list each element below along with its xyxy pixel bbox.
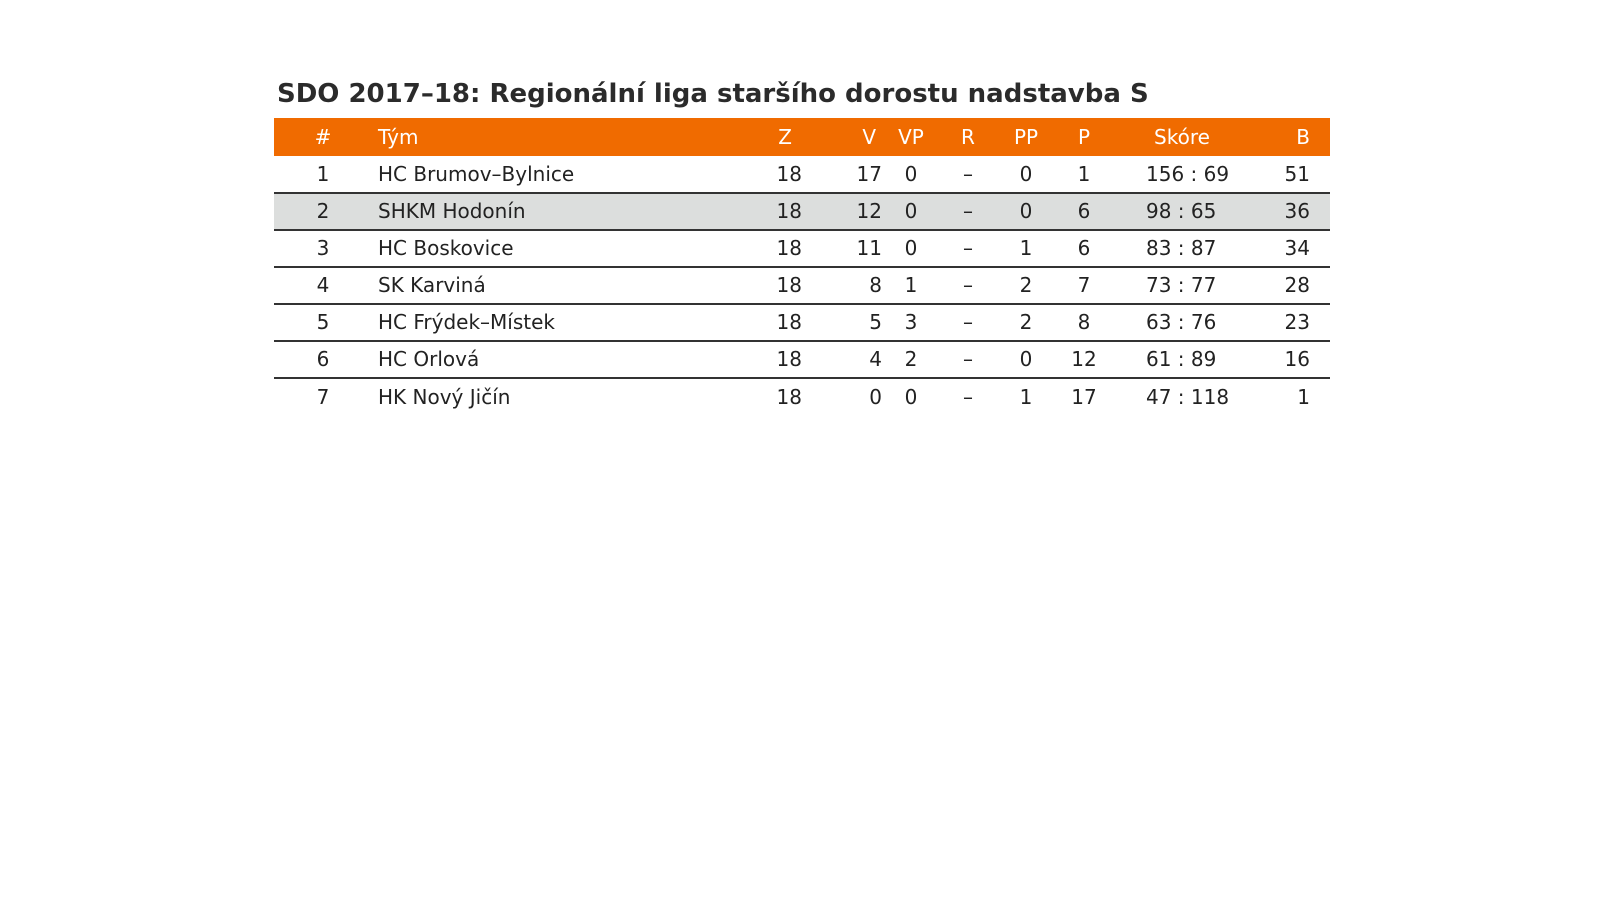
cell-score: 61 : 89	[1112, 341, 1252, 378]
standings-table	[274, 118, 1330, 415]
table-header-row	[274, 118, 1330, 156]
cell-vp: 0	[904, 384, 918, 409]
cell-z: 18	[702, 341, 802, 378]
cell-b: 28	[1252, 267, 1330, 304]
table-row	[274, 156, 1330, 193]
col-header-b: B	[1296, 125, 1310, 149]
cell-pp: 0	[996, 156, 1056, 193]
cell-rank: 7	[316, 384, 330, 409]
table-title: SDO 2017–18: Regionální liga staršího dorostu nadstavba S	[277, 79, 1149, 109]
cell-v: 17	[802, 156, 882, 193]
cell-rank: 4	[274, 267, 372, 304]
cell-rank: 3	[274, 230, 372, 267]
cell-p: 6	[1056, 230, 1112, 267]
cell-z: 18	[702, 193, 802, 230]
cell-vp: 0	[882, 230, 940, 267]
cell-v: 0	[869, 384, 882, 409]
cell-v: 4	[802, 341, 882, 378]
cell-p: 7	[1056, 267, 1112, 304]
cell-b: 23	[1252, 304, 1330, 341]
cell-p: 8	[1056, 304, 1112, 341]
cell-team: SK Karviná	[372, 267, 702, 304]
cell-r: –	[963, 384, 973, 409]
col-header-team: Tým	[378, 125, 419, 149]
col-header-v: V	[862, 125, 876, 149]
table-row	[274, 230, 1330, 267]
col-header-pp: PP	[1013, 125, 1039, 149]
standings-panel	[274, 78, 1330, 415]
cell-score: 156 : 69	[1112, 156, 1252, 193]
cell-vp: 0	[882, 156, 940, 193]
col-header-z: Z	[778, 125, 792, 149]
cell-pp: 1	[996, 230, 1056, 267]
table-row	[274, 267, 1330, 304]
cell-v: 11	[802, 230, 882, 267]
cell-team: HC Boskovice	[372, 230, 702, 267]
cell-b: 36	[1252, 193, 1330, 230]
cell-z: 18	[702, 156, 802, 193]
col-header-p: P	[1077, 125, 1091, 149]
cell-r: –	[940, 304, 996, 341]
cell-team: HC Brumov–Bylnice	[372, 156, 702, 193]
cell-r: –	[940, 267, 996, 304]
cell-pp: 0	[996, 193, 1056, 230]
cell-pp: 0	[996, 341, 1056, 378]
cell-r: –	[940, 193, 996, 230]
cell-v: 5	[802, 304, 882, 341]
cell-team: HC Frýdek–Místek	[372, 304, 702, 341]
cell-rank: 1	[274, 156, 372, 193]
cell-v: 12	[802, 193, 882, 230]
cell-r: –	[940, 341, 996, 378]
cell-rank: 5	[274, 304, 372, 341]
table-row	[274, 193, 1330, 230]
cell-vp: 1	[882, 267, 940, 304]
cell-z: 18	[702, 267, 802, 304]
cell-p: 17	[1071, 384, 1097, 409]
cell-p: 12	[1056, 341, 1112, 378]
cell-team: SHKM Hodonín	[372, 193, 702, 230]
cell-z: 18	[776, 384, 802, 409]
cell-z: 18	[702, 230, 802, 267]
cell-pp: 2	[996, 267, 1056, 304]
col-header-rank: #	[314, 125, 332, 149]
cell-b: 16	[1252, 341, 1330, 378]
cell-team: HK Nový Jičín	[378, 384, 511, 409]
cell-team: HC Orlová	[372, 341, 702, 378]
cell-score: 73 : 77	[1112, 267, 1252, 304]
cell-r: –	[940, 156, 996, 193]
cell-vp: 3	[882, 304, 940, 341]
table-row	[274, 304, 1330, 341]
cell-p: 1	[1056, 156, 1112, 193]
col-header-r: R	[961, 125, 975, 149]
cell-score: 83 : 87	[1112, 230, 1252, 267]
cell-rank: 6	[274, 341, 372, 378]
table-row	[274, 378, 1330, 415]
col-header-score: Skóre	[1154, 125, 1210, 149]
cell-r: –	[940, 230, 996, 267]
cell-b: 1	[1297, 384, 1310, 409]
col-header-vp: VP	[898, 125, 924, 149]
cell-pp: 1	[1019, 384, 1033, 409]
cell-vp: 0	[882, 193, 940, 230]
cell-b: 51	[1252, 156, 1330, 193]
cell-p: 6	[1056, 193, 1112, 230]
cell-pp: 2	[996, 304, 1056, 341]
cell-vp: 2	[882, 341, 940, 378]
table-row	[274, 341, 1330, 378]
cell-rank: 2	[274, 193, 372, 230]
cell-v: 8	[802, 267, 882, 304]
cell-score: 63 : 76	[1112, 304, 1252, 341]
cell-b: 34	[1252, 230, 1330, 267]
cell-score: 47 : 118	[1146, 384, 1230, 409]
cell-z: 18	[702, 304, 802, 341]
cell-score: 98 : 65	[1112, 193, 1252, 230]
